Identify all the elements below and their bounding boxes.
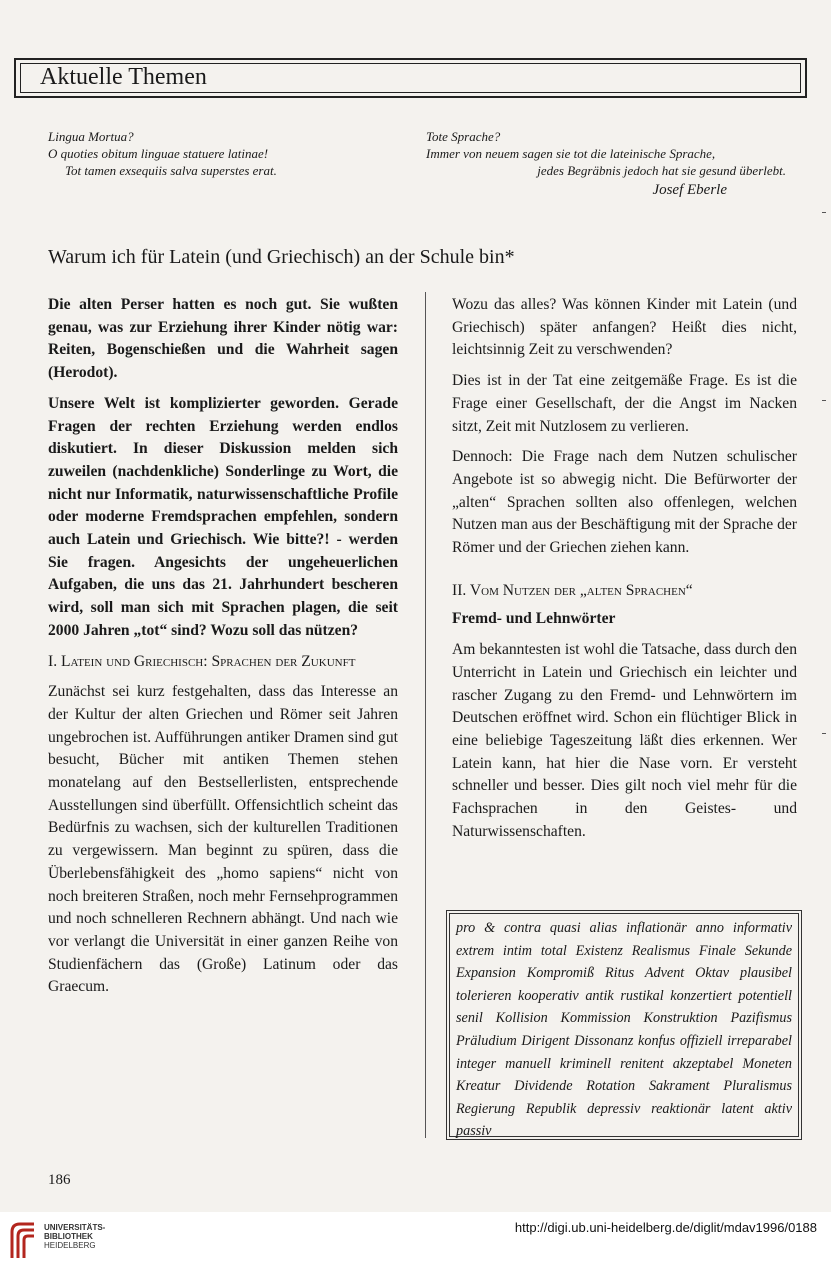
- body-paragraph-2: Wozu das alles? Was können Kinder mit Latein (und Griechisch) später anfangen? Heißt dies nicht, leichtsinnig Zeit zu verschwenden?: [452, 296, 797, 359]
- intro-paragraph-2: Unsere Welt ist komplizierter geworden. Gerade Fragen der rechten Erziehung werden endlos diskutiert. In dieser Diskussion melden sich zuweilen (nachdenkliche) Sonderlinge zu Wort, die nicht nur Informatik, naturwissenschaftliche Profile oder moderne Fremdsprachen empfehlen, sondern auch Latein und Griechisch. Wie bitte?! - werden Sie fragen. Angesichts der ungeheuerlichen Aufgaben, die uns das 21. Jahrhundert bescheren wird, soll man sich mit Sprachen plagen, die seit 2000 Jahren „tot“ sind? Wozu soll das nützen?: [48, 394, 398, 639]
- motto-german: [426, 128, 796, 179]
- margin-mark: [822, 733, 826, 734]
- motto-latin-line-1: Lingua Mortua?: [48, 129, 134, 144]
- library-name-line-3: HEIDELBERG: [44, 1241, 96, 1250]
- body-paragraph-5: Am bekanntesten ist wohl die Tatsache, dass durch den Unterricht in Latein und Griechisch ein leichter und rascher Zugang zu den Fremd- und Lehnwörtern im Deutschen eröffnet wird. Schon ein flüchtiger Blick in eine beliebige Tageszeitung läßt dies erkennen. Wer Latein kann, hat hier die Nase vorn. Er versteht schneller und besser. Dies gilt noch viel mehr für die Fachsprachen in den Geistes- und Naturwissenschaften.: [452, 641, 797, 840]
- right-column: [452, 294, 797, 851]
- library-name: [44, 1223, 105, 1250]
- body-paragraph-1: Zunächst sei kurz festgehalten, dass das Interesse an der Kultur der alten Griechen und Römer seit Jahren ungebrochen ist. Aufführungen antiker Dramen sind gut besucht, Bücher mit antiken Themen stehen monatelang auf den Bestsellerlisten, entsprechende Ausstellungen sind überfüllt. Offensichtlich scheint das Bedürfnis zu wachsen, sich der kulturellen Traditionen zu vergewissern. Man beginnt zu spüren, dass die Überlebensfähigkeit des „homo sapiens“ nicht von noch breiteren Straßen, noch mehr Fernsehprogrammen und noch schnelleren Rechnern abhängt. Und nach wie vor verlangt die Universität in einer ganzen Reihe von Studienfächern das (Große) Latinum oder das Graecum.: [48, 683, 398, 996]
- body-paragraph-3: Dies ist in der Tat eine zeitgemäße Frage. Es ist die Frage einer Gesellschaft, der die Angst im Nacken sitzt, Zeit mit Nutzlosem zu verlieren.: [452, 372, 797, 435]
- source-url-link[interactable]: http://digi.ub.uni-heidelberg.de/diglit/mdav1996/0188: [514, 1220, 817, 1235]
- body-paragraph-4: Dennoch: Die Frage nach dem Nutzen schulischer Angebote ist so abwegig nicht. Die Befürworter der „alten“ Sprachen sollten also offenlegen, welchen Nutzen man aus der Beschäftigung mit der Sprache der Römer und der Griechen ziehen kann.: [452, 448, 797, 557]
- loanword-box: [446, 910, 802, 1140]
- column-divider: [425, 292, 426, 1138]
- section-title-2: II. Vom Nutzen der „alten Sprachen“: [452, 581, 693, 599]
- margin-mark: [822, 212, 826, 213]
- section-title-1: I. Latein und Griechisch: Sprachen der Zukunft: [48, 652, 356, 670]
- subheading-fremdwoerter: Fremd- und Lehnwörter: [452, 610, 616, 628]
- motto-german-line-1: Tote Sprache?: [426, 129, 501, 144]
- motto-latin-line-3: Tot tamen exsequiis salva superstes erat.: [65, 163, 277, 178]
- article-heading: Warum ich für Latein (und Griechisch) an der Schule bin*: [48, 246, 515, 269]
- motto-german-line-3: jedes Begräbnis jedoch hat sie gesund überlebt.: [537, 163, 786, 178]
- motto-author: Josef Eberle: [652, 182, 727, 198]
- library-logo-icon: [8, 1218, 38, 1262]
- loanword-list: pro & contra quasi alias inflationär anno informativ extrem intim total Existenz Realismus Finale Sekunde Expansion Kompromiß Ritus Advent Oktav plausibel tolerieren kooperativ antik rustikal konzertiert potentiell senil Kollision Kommission Konstruktion Pazifismus Präludium Dirigent Dissonanz konfus offiziell irreparabel integer manuell kriminell renitent akzeptabel Moneten Kreatur Dividende Rotation Sakrament Pluralismus Regierung Republik depressiv reaktionär latent aktiv passiv: [449, 913, 799, 1137]
- motto-latin: [48, 128, 418, 179]
- section-header-title: Aktuelle Themen: [40, 64, 207, 90]
- footer-bar: [0, 1212, 831, 1267]
- left-column: [48, 294, 398, 1007]
- library-name-line-1: UNIVERSITÄTS-: [44, 1223, 106, 1232]
- motto-german-line-2: Immer von neuem sagen sie tot die lateinische Sprache,: [426, 146, 716, 161]
- library-name-line-2: BIBLIOTHEK: [44, 1232, 93, 1241]
- page-number: 186: [48, 1172, 71, 1188]
- margin-mark: [822, 400, 826, 401]
- motto-latin-line-2: O quoties obitum linguae statuere latinae!: [48, 146, 269, 161]
- intro-paragraph-1: Die alten Perser hatten es noch gut. Sie wußten genau, was zur Erziehung ihrer Kinder nötig war: Reiten, Bogenschießen und die Wahrheit sagen (Herodot).: [48, 296, 398, 382]
- section-header-frame: [14, 58, 807, 98]
